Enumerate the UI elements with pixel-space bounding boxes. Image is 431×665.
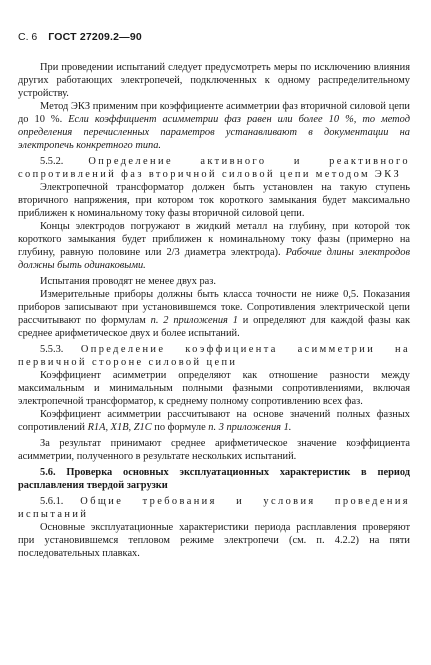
paragraph-8-text-b: по формуле — [151, 422, 209, 433]
fraction: 2/3 — [166, 247, 180, 258]
section-5-6-heading: 5.6. Проверка основных эксплуатационных характеристик в период расплавления твердой загрузки — [18, 467, 410, 491]
section-number: 5.6.1. — [40, 496, 64, 507]
paragraph-8 — [18, 408, 410, 434]
section-title: Общие требования и условия проведения испытаний — [18, 496, 410, 520]
section-5-5-2-heading — [18, 155, 410, 181]
paragraph-9: За результат принимают среднее арифметическое значение коэффициента асимметрии, полученного в результате нескольких испытаний. — [18, 438, 410, 462]
document-body — [18, 61, 410, 560]
paragraph-6-text: Измерительные приборы должны быть класса точности не ниже 0,5. Показания приборов записывают при установившемся токе. Сопротивления электрической цепи рассчитывают по формулам — [18, 289, 410, 326]
paragraph-6 — [18, 288, 410, 340]
paragraph-4-text: Концы электродов погружают в жидкий металл на глубину, при которой ток короткого замыкания будет приближен к номинальному току фазы (примерно на глубину, равную половине или — [18, 221, 410, 258]
paragraph-7: Коэффициент асимметрии определяют как отношение разности между максимальным и минимальным полными фазными сопротивлениями, включая электропечной трансформатор, к среднему полному сопротивлению всех фаз. — [18, 370, 410, 407]
paragraph-6-text-b: и определяют для каждой фазы как среднее арифметическое двух и более испытаний. — [18, 315, 410, 339]
section-5-6-1-heading — [18, 495, 410, 521]
section-number: 5.5.2. — [40, 156, 64, 167]
standard-number: ГОСТ 27209.2—90 — [48, 31, 142, 43]
paragraph-1: При проведении испытаний следует предусмотреть меры по исключению влияния других работающих электропечей, подключенных к одному распределительному устройству. — [18, 62, 410, 99]
page-number: С. 6 — [18, 31, 38, 43]
paragraph-2-italic: Если коэффициент асимметрии фаз равен или более 10 %, то метод определения перечисленных параметров устанавливают в документации на электропечь конкретного типа. — [18, 114, 410, 151]
section-title: Определение коэффициента асимметрии на первичной стороне силовой цепи — [18, 344, 410, 368]
section-title: Определение активного и реактивного сопротивлений фаз вторичной силовой цепи методом ЭКЗ — [18, 156, 410, 180]
section-5-5-3-heading — [18, 343, 410, 369]
paragraph-5: Испытания проводят не менее двух раз. — [40, 276, 216, 287]
paragraph-4-text-b: диаметра электрода). — [179, 247, 286, 258]
page-header — [18, 31, 142, 44]
paragraph-2-text: Метод ЭКЗ применим при коэффициенте асимметрии фаз вторичной силовой цепи до 10 %. — [18, 101, 410, 125]
paragraph-8-text: Коэффициент асимметрии рассчитывают на основе значений полных фазных сопротивлений — [18, 409, 410, 433]
formula-variables: R1A, X1B, Z1C — [87, 422, 152, 433]
paragraph-3: Электропечной трансформатор должен быть установлен на такую ступень вторичного напряжения, при котором ток короткого замыкания будет максимально приближен к номинальному току фазы вторичной силовой цепи. — [18, 182, 410, 219]
appendix-reference: п. 3 приложения 1. — [208, 422, 292, 433]
section-number: 5.5.3. — [40, 344, 64, 355]
appendix-reference: п. 2 приложения 1 — [150, 315, 238, 326]
paragraph-2 — [18, 100, 410, 152]
paragraph-4-italic: Рабочие длины электродов должны быть одинаковыми. — [18, 247, 410, 271]
paragraph-10: Основные эксплуатационные характеристики периода расплавления проверяют при установившемся тепловом режиме электропечи (см. п. 4.2.2) на пяти последовательных плавках. — [18, 522, 410, 559]
paragraph-4 — [18, 220, 410, 272]
